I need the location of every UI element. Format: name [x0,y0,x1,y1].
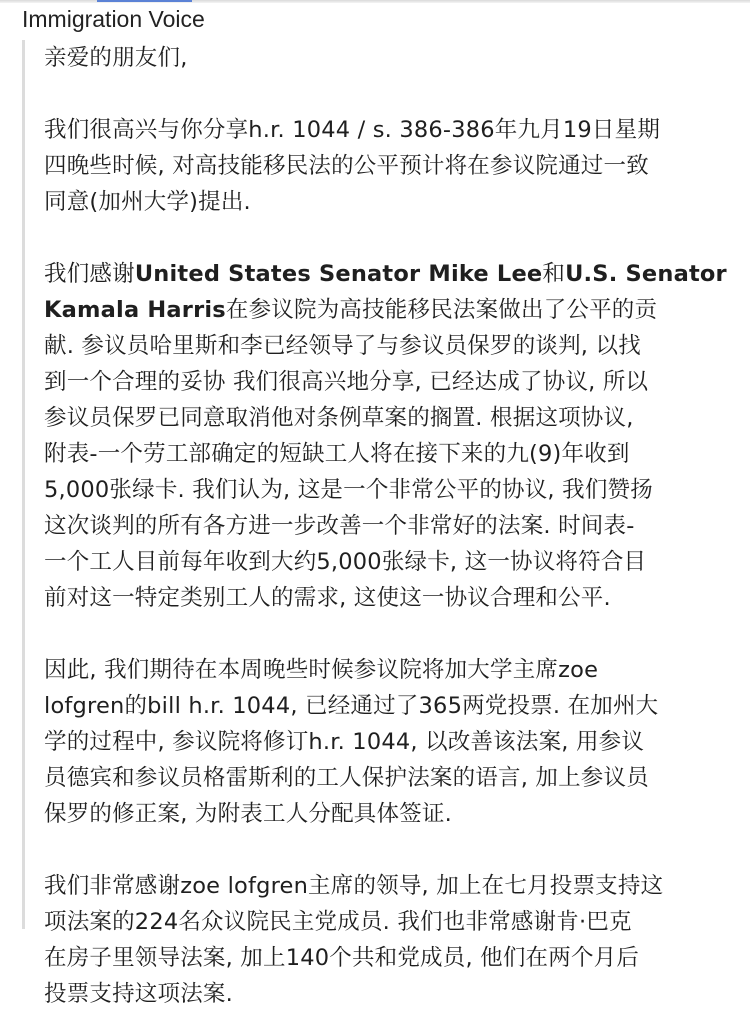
paragraph-line: 这次谈判的所有各方进一步改善一个非常好的法案. 时间表- [44,513,635,539]
letter-greeting: 亲爱的朋友们, [44,45,188,71]
paragraph-line: 献. 参议员哈里斯和李已经领导了与参议员保罗的谈判, 以找 [44,333,641,359]
paragraph-2 [44,256,742,616]
paragraph-line: 前对这一特定类别工人的需求, 这使这一协议合理和公平. [44,585,611,611]
senator-harris-name: Kamala Harris [44,297,226,323]
paragraph-line: 学的过程中, 参议院将修订h.r. 1044, 以改善该法案, 用参议 [44,729,645,755]
paragraph-line: 项法案的224名众议院民主党成员. 我们也非常感谢肯·巴克 [44,909,632,935]
paragraph-3 [44,652,742,832]
paragraph-line: 投票支持这项法案. [44,981,233,1007]
page-title: Immigration Voice [22,6,205,32]
paragraph-line: 四晚些时候, 对高技能移民法的公平预计将在参议院通过一致 [44,153,649,179]
paragraph-line: 一个工人目前每年收到大约5,000张绿卡, 这一协议将符合目 [44,549,647,575]
quoted-letter [22,40,742,1007]
paragraph-line: 参议员保罗已同意取消他对条例草案的搁置. 根据这项协议, [44,405,634,431]
senator-lee-mention: United States Senator Mike Lee [134,261,543,287]
paragraph-4 [44,868,742,1012]
paragraph-line: 到一个合理的妥协 我们很高兴地分享, 已经达成了协议, 所以 [44,369,649,395]
active-tab-indicator [97,0,192,2]
text-segment: 和 [542,261,566,287]
paragraph-line: 附表-一个劳工部确定的短缺工人将在接下来的九(9)年收到 [44,441,630,467]
text-segment: 在参议院为高技能移民法案做出了公平的贡 [225,297,658,323]
senator-harris-mention: U.S. Senator [565,261,727,287]
paragraph-line [44,256,742,292]
paragraph-line: 在房子里领导法案, 加上140个共和党成员, 他们在两个月后 [44,945,640,971]
paragraph-line [44,292,742,328]
paragraph-1 [44,112,742,220]
paragraph-line: 我们很高兴与你分享h.r. 1044 / s. 386-386年九月19日星期 [44,117,661,143]
paragraph-line: 因此, 我们期待在本周晚些时候参议院将加大学主席zoe [44,657,599,683]
paragraph-line: 5,000张绿卡. 我们认为, 这是一个非常公平的协议, 我们赞扬 [44,477,653,503]
text-segment: 我们感谢 [44,261,135,287]
paragraph-line: lofgren的bill h.r. 1044, 已经通过了365两党投票. 在加州大 [44,693,659,719]
paragraph-line: 保罗的修正案, 为附表工人分配具体签证. [44,801,452,827]
paragraph-line: 我们非常感谢zoe lofgren主席的领导, 加上在七月投票支持这 [44,873,664,899]
paragraph-line: 同意(加州大学)提出. [44,189,251,215]
paragraph-line: 员德宾和参议员格雷斯利的工人保护法案的语言, 加上参议员 [44,765,649,791]
